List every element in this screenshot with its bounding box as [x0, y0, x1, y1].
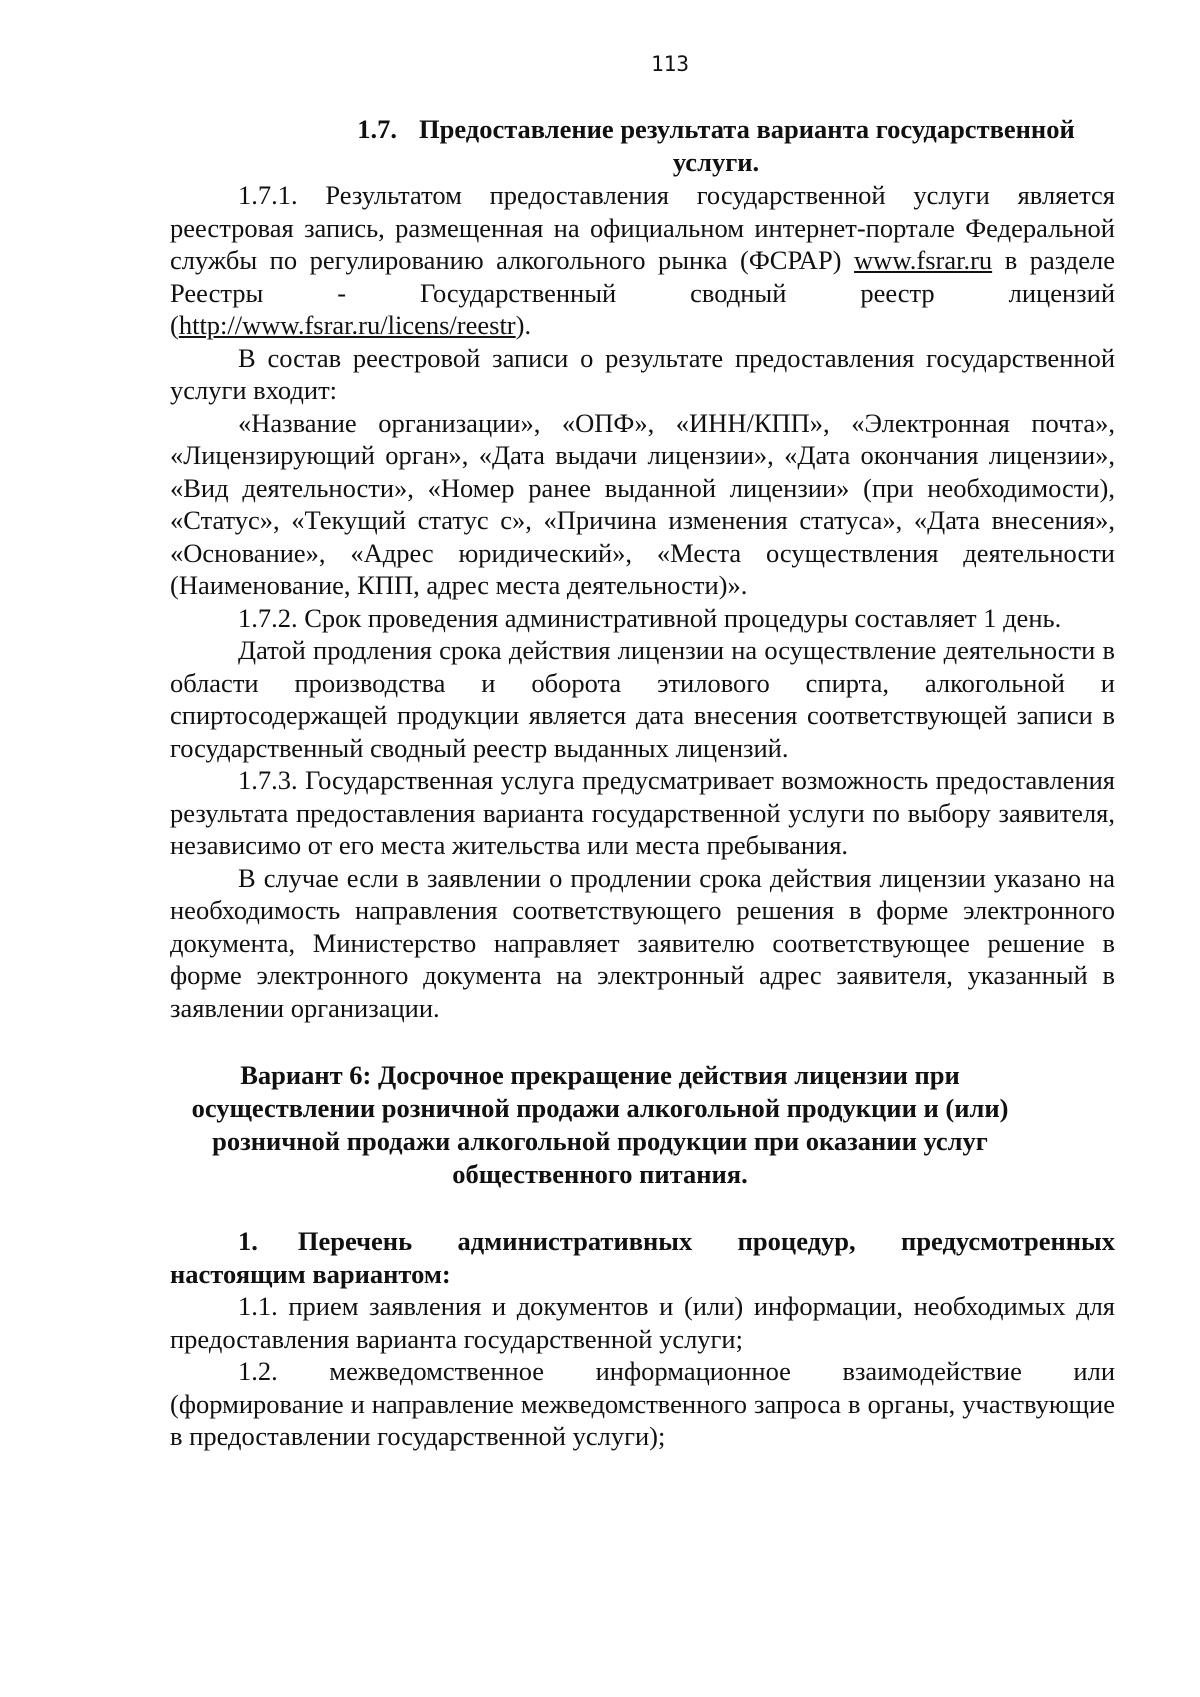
- section-title-line-2: услуги.: [672, 147, 760, 177]
- fsrar-site-link[interactable]: www.fsrar.ru: [854, 245, 993, 275]
- paragraph-1-7-3: 1.7.3. Государственная услуга предусматривает возможность предоставления результата предоставления варианта государственной услуги по выбору заявителя, независимо от его места жительства или места пребывания.: [170, 765, 1115, 860]
- list-item: 1.1. прием заявления и документов и (или) информации, необходимых для предоставления варианта государственной услуги;: [170, 1291, 1115, 1354]
- paragraph-1-7-2: 1.7.2. Срок проведения административной процедуры составляет 1 день.: [238, 602, 1062, 633]
- variant-heading-line-3: розничной продажи алкогольной продукции при оказании услуг: [212, 1126, 988, 1156]
- section-title-line-1: Предоставление результата варианта государственной: [419, 114, 1075, 144]
- page-number: 113: [651, 52, 689, 76]
- paragraph-1-7-1: [170, 179, 1115, 342]
- paragraph-text: 1.7.1. Результатом предоставления государственной услуги является реестровая запись, размещенная на официальном интернет-портале Федеральной службы по регулированию алкогольного рынка (ФСРАР): [170, 180, 1115, 275]
- paragraph-text: ).: [515, 310, 532, 340]
- fsrar-registry-link[interactable]: http://www.fsrar.ru/licens/reestr: [178, 310, 516, 340]
- variant-heading-line-2: осуществлении розничной продажи алкогольной продукции и (или): [191, 1093, 1009, 1123]
- paragraph-electronic-document: В случае если в заявлении о продлении срока действия лицензии указано на необходимость направления соответствующего решения в форме электронного документа, Министерство направляет заявителю соответствующее решение в форме электронного документа на электронный адрес заявителя, указанный в заявлении организации.: [170, 862, 1115, 1023]
- document-body: [170, 113, 1115, 1453]
- paragraph-registry-composition: В состав реестровой записи о результате предоставления государственной услуги входит:: [170, 342, 1115, 405]
- paragraph-registry-fields: «Название организации», «ОПФ», «ИНН/КПП», «Электронная почта», «Лицензирующий орган», «Дата выдачи лицензии», «Дата окончания лицензии», «Вид деятельности», «Номер ранее выданной лицензии» (при необходимости), «Статус», «Текущий статус с», «Причина изменения статуса», «Дата внесения», «Основание», «Адрес юридический», «Места осуществления деятельности (Наименование, КПП, адрес места деятельности)».: [170, 407, 1115, 600]
- paragraph-extension-date: Датой продления срока действия лицензии на осуществление деятельности в области производства и оборота этилового спирта, алкогольной и спиртосодержащей продукции является дата внесения соответствующей записи в государственный сводный реестр выданных лицензий.: [170, 635, 1115, 763]
- list-heading-number: 1.: [238, 1226, 258, 1256]
- section-heading-1-7: [170, 113, 1116, 179]
- section-number: 1.7.: [357, 114, 398, 144]
- variant-heading-line-1: Вариант 6: Досрочное прекращение действия лицензии при: [240, 1060, 960, 1090]
- list-item: 1.2. межведомственное информационное взаимодействие или (формирование и направление межведомственного запроса в органы, участвующие в предоставлении государственной услуги);: [170, 1356, 1115, 1451]
- paragraph-text: в разделе Реестры - Государственный сводный реестр лицензий (: [170, 245, 1115, 340]
- list-heading-text: Перечень административных процедур, предусмотренных настоящим вариантом:: [170, 1226, 1115, 1289]
- variant-heading-line-4: общественного питания.: [452, 1159, 748, 1189]
- variant-6-heading: [100, 1059, 1100, 1191]
- procedures-list-heading: [170, 1225, 1115, 1290]
